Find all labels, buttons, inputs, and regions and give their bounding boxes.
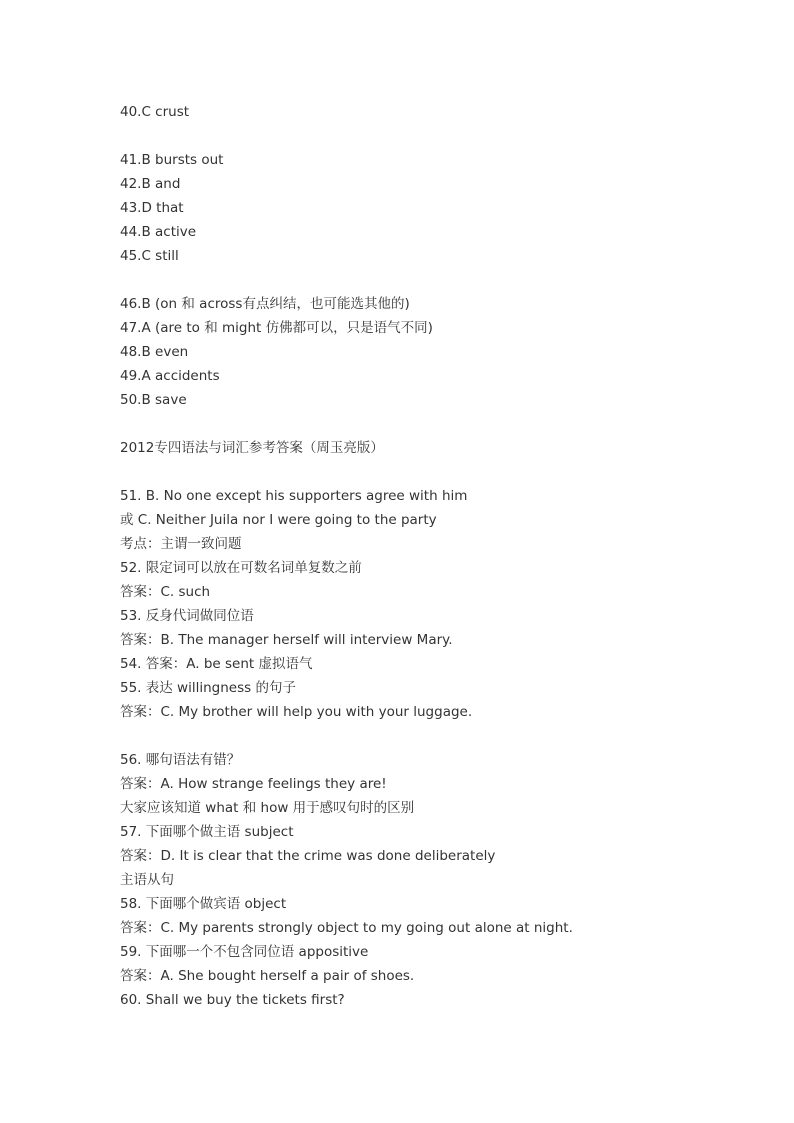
paragraph-gap <box>120 412 760 436</box>
paragraph-gap <box>120 124 760 148</box>
answer-line: 59. 下面哪一个不包含同位语 appositive <box>120 944 369 960</box>
answer-line: 52. 限定词可以放在可数名词单复数之前 <box>120 560 362 576</box>
answer-line: 58. 下面哪个做宾语 object <box>120 896 287 912</box>
answer-line: 57. 下面哪个做主语 subject <box>120 824 294 840</box>
answer-line: 答案：C. My parents strongly object to my going out alone at night. <box>120 920 573 936</box>
answer-line: 或 C. Neither Juila nor I were going to the party <box>120 512 437 528</box>
answer-line: 考点：主谓一致问题 <box>120 536 242 552</box>
answer-line: 54. 答案：A. be sent 虚拟语气 <box>120 656 313 672</box>
answer-line: 43.D that <box>120 200 184 216</box>
answer-line: 42.B and <box>120 176 181 192</box>
answer-line: 51. B. No one except his supporters agree with him <box>120 488 468 504</box>
answer-line: 41.B bursts out <box>120 152 224 168</box>
answer-line: 44.B active <box>120 224 197 240</box>
answer-line: 答案：C. My brother will help you with your luggage. <box>120 704 473 720</box>
answer-line: 答案：C. such <box>120 584 211 600</box>
answer-line: 56. 哪句语法有错？ <box>120 752 241 768</box>
paragraph-gap <box>120 724 760 748</box>
answer-line: 40.C crust <box>120 104 190 120</box>
answer-line: 主语从句 <box>120 872 174 888</box>
answer-line: 答案：D. It is clear that the crime was done deliberately <box>120 848 496 864</box>
answer-line: 答案：B. The manager herself will interview Mary. <box>120 632 453 648</box>
answer-line: 53. 反身代词做同位语 <box>120 608 254 624</box>
answer-line: 47.A (are to 和 might 仿佛都可以，只是语气不同) <box>120 320 433 336</box>
answer-line: 答案：A. How strange feelings they are! <box>120 776 387 792</box>
paragraph-gap <box>120 460 760 484</box>
section-title: 2012专四语法与词汇参考答案（周玉亮版） <box>120 440 384 456</box>
answer-line: 60. Shall we buy the tickets first? <box>120 992 345 1008</box>
answer-line: 49.A accidents <box>120 368 220 384</box>
answer-line: 答案：A. She bought herself a pair of shoes. <box>120 968 415 984</box>
answer-line: 45.C still <box>120 248 179 264</box>
answer-line: 46.B (on 和 across有点纠结，也可能选其他的) <box>120 296 410 312</box>
answer-content <box>120 100 760 1012</box>
paragraph-gap <box>120 268 760 292</box>
answer-line: 大家应该知道 what 和 how 用于感叹句时的区别 <box>120 800 415 816</box>
answer-line: 55. 表达 willingness 的句子 <box>120 680 296 696</box>
answer-line: 50.B save <box>120 392 187 408</box>
answer-line: 48.B even <box>120 344 189 360</box>
